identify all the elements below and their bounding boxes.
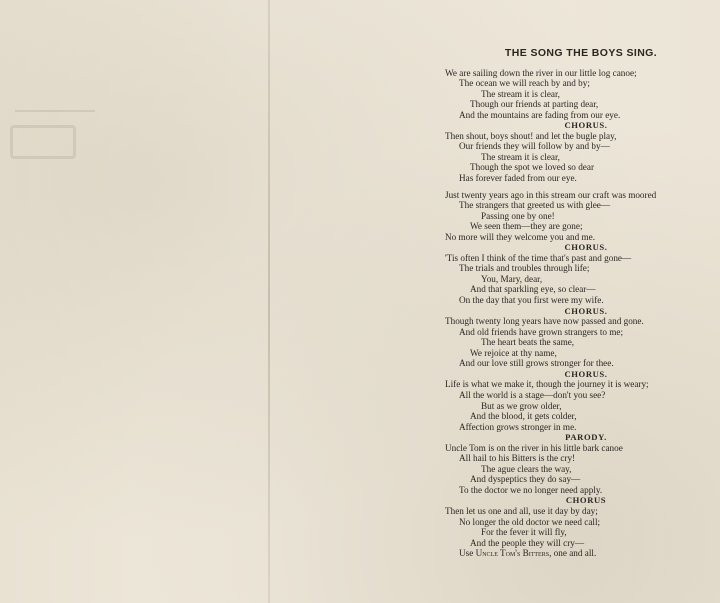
- chorus-1: [445, 131, 717, 184]
- verse-line: Life is what we make it, though the journey it is weary;: [445, 379, 649, 390]
- bleed-through-print: [0, 0, 268, 603]
- chorus-heading: CHORUS.: [564, 120, 608, 131]
- parody-line: To the doctor we no longer need apply.: [459, 484, 603, 495]
- parody-line: And dyspeptics they do say—: [470, 474, 581, 485]
- verse-line: Though twenty long years have now passed and gone.: [445, 316, 644, 327]
- verse-3: [445, 253, 717, 306]
- verse-line: Just twenty years ago in this stream our craft was moored: [445, 189, 657, 200]
- verse-line: Though our friends at parting dear,: [470, 99, 599, 110]
- verse-line: We rejoice at thy name,: [470, 347, 557, 358]
- paper-fold-line: [268, 0, 270, 603]
- chorus-line: Our friends they will follow by and by—: [459, 141, 610, 152]
- chorus-5: [445, 506, 717, 559]
- verse-line: All the world is a stage—don't you see?: [459, 389, 606, 400]
- verse-line: We seen them—they are gone;: [470, 221, 583, 232]
- verse-line: You, Mary, dear,: [481, 273, 543, 284]
- brand-name: Uncle Tom's Bitters: [475, 548, 550, 559]
- verse-line: And the blood, it gets colder,: [470, 411, 577, 422]
- chorus-line: The stream it is clear,: [481, 151, 560, 162]
- parody: [445, 443, 717, 496]
- verse-line: And our love still grows stronger for thee.: [459, 358, 614, 369]
- verse-line: No more will they welcome you and me.: [445, 231, 596, 242]
- chorus-heading: CHORUS.: [564, 305, 608, 316]
- chorus-line: Has forever faded from our eye.: [459, 173, 577, 184]
- parody-heading: PARODY.: [565, 432, 607, 443]
- verse-line: And old friends have grown strangers to me;: [459, 326, 624, 337]
- chorus-heading: CHORUS.: [564, 242, 608, 253]
- verse-1: [445, 68, 717, 121]
- final-line-post: , one and all.: [549, 548, 597, 559]
- chorus-heading: CHORUS: [565, 495, 607, 506]
- parody-line: Uncle Tom is on the river in his little bark canoe: [445, 442, 623, 453]
- chorus-heading: CHORUS.: [564, 368, 608, 379]
- verse-line: On the day that you first were my wife.: [459, 295, 604, 306]
- verse-line: 'Tis often I think of the time that's past and gone—: [445, 252, 632, 263]
- verse-line: But as we grow older,: [481, 400, 562, 411]
- chorus-line: No longer the old doctor we need call;: [459, 516, 601, 527]
- song-title: THE SONG THE BOYS SING.: [504, 47, 658, 59]
- verse-line: And that sparkling eye, so clear—: [470, 284, 596, 295]
- song-sheet: [445, 48, 717, 559]
- final-line: [445, 548, 717, 559]
- chorus-line: Then shout, boys shout! and let the bugle play,: [445, 130, 617, 141]
- verse-line: Affection grows stronger in me.: [459, 421, 577, 432]
- verse-line: The strangers that greeted us with glee—: [459, 200, 611, 211]
- verse-line: The heart beats the same,: [481, 337, 575, 348]
- bleed-through-box: [10, 125, 76, 159]
- chorus-line: For the fever it will fly,: [481, 527, 567, 538]
- verse-5: [445, 379, 717, 432]
- verse-line: The stream it is clear,: [481, 88, 560, 99]
- chorus-line: Then let us one and all, use it day by day;: [445, 505, 598, 516]
- chorus-line: Though the spot we loved so dear: [470, 162, 595, 173]
- verse-line: We are sailing down the river in our little log canoe;: [445, 67, 637, 78]
- verse-line: The trials and troubles through life;: [459, 263, 590, 274]
- verse-2: [445, 190, 717, 243]
- verse-4: [445, 316, 717, 369]
- parody-line: All hail to his Bitters is the cry!: [459, 453, 576, 464]
- parody-line: The ague clears the way,: [481, 463, 572, 474]
- verse-line: And the mountains are fading from our eye.: [459, 109, 621, 120]
- verse-line: The ocean we will reach by and by;: [459, 78, 590, 89]
- final-line-pre: Use: [459, 548, 476, 559]
- verse-line: Passing one by one!: [481, 210, 555, 221]
- bleed-through-rule: [15, 70, 95, 112]
- chorus-line: And the people they will cry—: [470, 537, 585, 548]
